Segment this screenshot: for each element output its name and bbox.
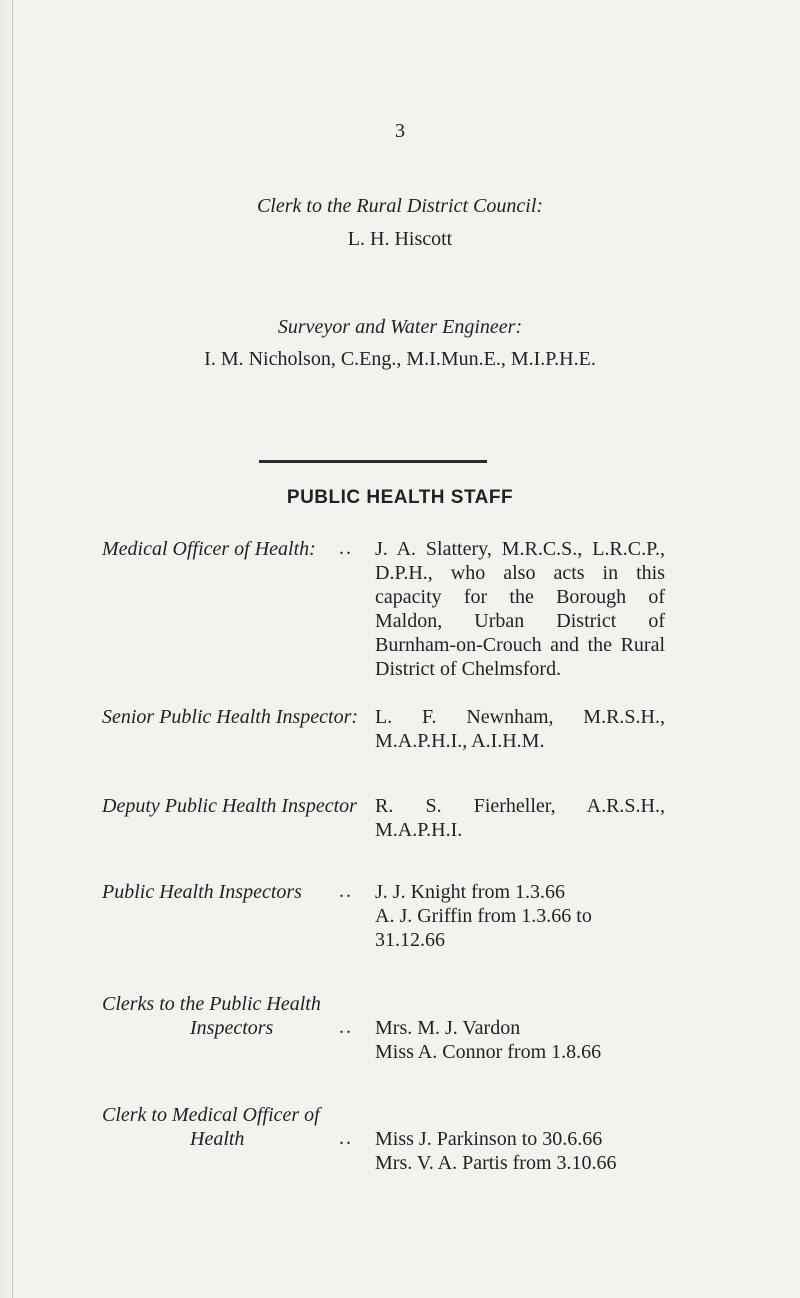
- role-phis: Public Health Inspectors: [102, 881, 302, 903]
- leader-dots: ..: [339, 1016, 353, 1038]
- list-item: Miss A. Connor from 1.8.66: [375, 1041, 602, 1063]
- role-deputy-phi: Deputy Public Health Inspector: [102, 795, 357, 817]
- clerk-council-title: Clerk to the Rural District Council:: [256, 195, 544, 217]
- leader-dots: ..: [339, 880, 353, 902]
- value-medical-officer: J. A. Slattery, M.R.C.S., L.R.C.P., D.P.H., who also acts in this capacity for the Borough of Maldon, Urban District of Burnham-on-Crouch and the Rural District of Chelmsford.: [375, 538, 665, 680]
- role-line: Health: [190, 1128, 245, 1150]
- list-item: Mrs. V. A. Partis from 3.10.66: [375, 1152, 617, 1174]
- leader-dots: ..: [339, 1127, 353, 1149]
- section-divider: [259, 460, 487, 463]
- role-line: Inspectors: [190, 1017, 274, 1039]
- role-clerks-phi: [102, 992, 321, 1040]
- value-phis: [375, 880, 665, 952]
- section-heading: PUBLIC HEALTH STAFF: [286, 487, 514, 508]
- role-clerk-moh: [102, 1103, 320, 1151]
- leader-dots: ..: [339, 537, 353, 559]
- role-medical-officer: Medical Officer of Health:: [102, 538, 316, 560]
- value-deputy-phi: R. S. Fierheller, A.R.S.H., M.A.P.H.I.: [375, 795, 665, 841]
- surveyor-title: Surveyor and Water Engineer:: [277, 316, 523, 338]
- role-senior-phi: Senior Public Health Inspector:: [102, 706, 359, 728]
- role-line: Clerks to the Public Health: [102, 993, 321, 1015]
- value-clerks-phi: [375, 1016, 665, 1064]
- surveyor-name: I. M. Nicholson, C.Eng., M.I.Mun.E., M.I.P.H.E.: [204, 348, 596, 370]
- list-item: Miss J. Parkinson to 30.6.66: [375, 1128, 603, 1150]
- value-clerk-moh: [375, 1127, 665, 1175]
- page-number: 3: [395, 120, 405, 142]
- role-line: Clerk to Medical Officer of: [102, 1104, 320, 1126]
- value-senior-phi: L. F. Newnham, M.R.S.H., M.A.P.H.I., A.I.H.M.: [375, 706, 665, 752]
- clerk-council-name: L. H. Hiscott: [347, 228, 453, 250]
- list-item: J. J. Knight from 1.3.66: [375, 881, 565, 903]
- list-item: Mrs. M. J. Vardon: [375, 1017, 521, 1039]
- list-item: A. J. Griffin from 1.3.66 to 31.12.66: [375, 905, 592, 951]
